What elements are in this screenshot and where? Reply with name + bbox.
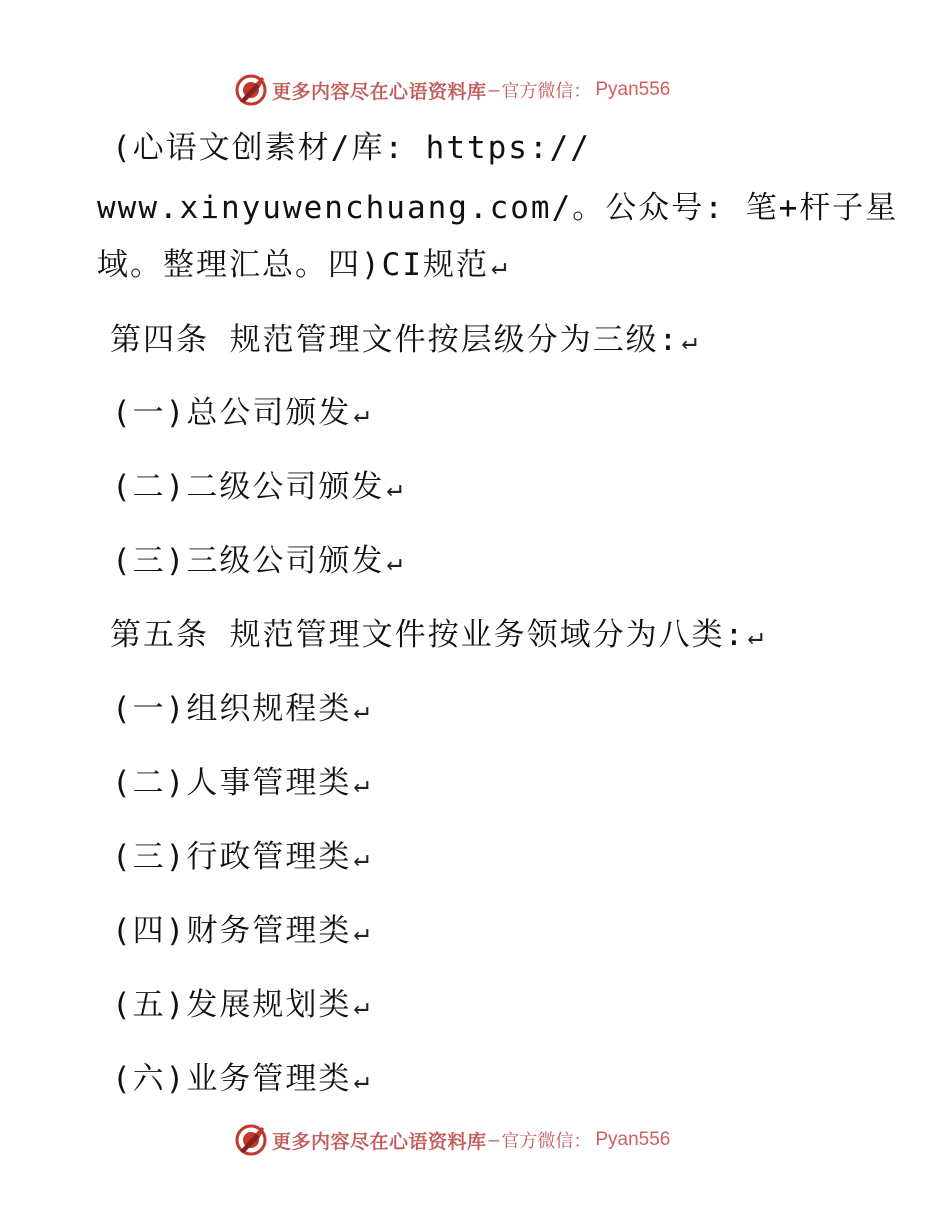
paragraph-mark: ↵ xyxy=(386,473,402,503)
banner-main-text: 更多内容尽在心语资料库 xyxy=(272,1130,487,1153)
list-item: (三)行政管理类↵ xyxy=(112,837,369,879)
list-item: (二)二级公司颁发↵ xyxy=(112,467,402,509)
paragraph-mark: ↵ xyxy=(491,251,507,281)
paragraph-mark: ↵ xyxy=(353,991,369,1021)
article-5-heading: 第五条 规范管理文件按业务领域分为八类:↵ xyxy=(110,615,763,657)
header-watermark-banner xyxy=(234,70,670,110)
banner-sub-text: 官方微信： xyxy=(501,81,592,102)
paragraph-mark: ↵ xyxy=(353,695,369,725)
pen-logo-icon xyxy=(234,1123,268,1157)
paragraph-mark: ↵ xyxy=(353,1065,369,1095)
footer-watermark-banner xyxy=(234,1120,670,1160)
list-item: (四)财务管理类↵ xyxy=(112,911,369,953)
list-item: (一)组织规程类↵ xyxy=(112,689,369,731)
paragraph-mark: ↵ xyxy=(681,326,697,356)
list-item: (五)发展规划类↵ xyxy=(112,985,369,1027)
paragraph-mark: ↵ xyxy=(353,769,369,799)
banner-dash: — xyxy=(488,79,500,101)
paragraph-mark: ↵ xyxy=(353,843,369,873)
paragraph-mark: ↵ xyxy=(353,917,369,947)
list-item: (三)三级公司颁发↵ xyxy=(112,541,402,583)
banner-main-text: 更多内容尽在心语资料库 xyxy=(272,80,487,103)
text-line-1: (心语文创素材/库: https:// xyxy=(112,130,591,166)
paragraph-mark: ↵ xyxy=(353,399,369,429)
pen-logo-icon xyxy=(234,73,268,107)
text-line-2: www.xinyuwenchuang.com/。公众号: 笔+杆子星 xyxy=(97,190,899,226)
list-item: (六)业务管理类↵ xyxy=(112,1059,369,1101)
paragraph-mark: ↵ xyxy=(386,547,402,577)
banner-dash: — xyxy=(488,1129,500,1151)
list-item: (二)人事管理类↵ xyxy=(112,763,369,805)
article-4-heading: 第四条 规范管理文件按层级分为三级:↵ xyxy=(110,320,697,362)
banner-wechat-id: Pyan556 xyxy=(595,79,671,100)
paragraph-mark: ↵ xyxy=(747,621,763,651)
list-item: (一)总公司颁发↵ xyxy=(112,393,369,435)
text-line-3: 域。整理汇总。四)CI规范↵ xyxy=(97,245,507,287)
banner-wechat-id: Pyan556 xyxy=(595,1129,671,1150)
banner-sub-text: 官方微信： xyxy=(501,1131,592,1152)
